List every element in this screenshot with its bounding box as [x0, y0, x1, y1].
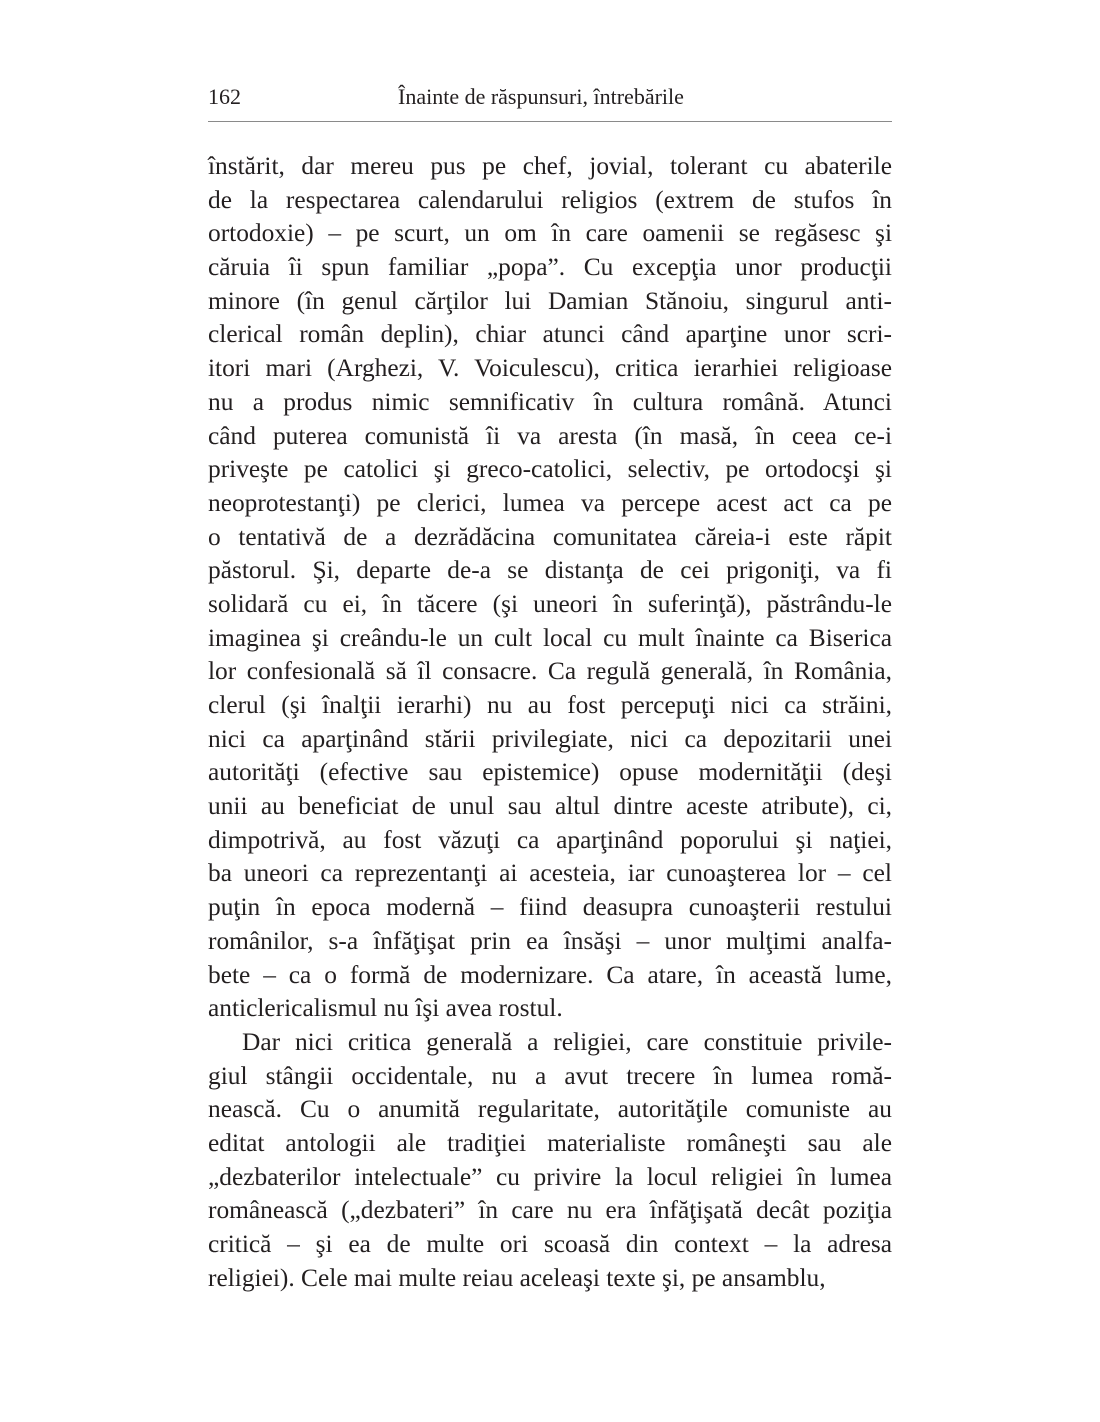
text-line: „dezbaterilor intelectuale” cu privire la locul religiei în lumea — [208, 1162, 892, 1191]
page-number: 162 — [208, 84, 241, 109]
paragraph — [208, 1026, 892, 1296]
text-line: bete – ca o formă de modernizare. Ca atare, în această lume, — [208, 960, 892, 989]
text-line: nească. Cu o anumită regularitate, autorităţile comuniste au — [208, 1095, 892, 1124]
text-line: clerul (şi înalţii ierarhi) nu au fost percepuţi nici ca străini, — [208, 691, 892, 719]
text-line: când puterea comunistă îi va aresta (în masă, în ceea ce-i — [208, 421, 892, 450]
text-line: românilor, s-a înfăţişat prin ea însăşi – unor mulţimi analfa- — [208, 926, 892, 955]
text-line: nici ca aparţinând stării privilegiate, nici ca depozitarii unei — [208, 724, 892, 753]
text-line: ba uneori ca reprezentanţi ai acesteia, iar cunoaşterea lor – cel — [208, 859, 892, 888]
text-line: priveşte pe catolici şi greco-catolici, selectiv, pe ortodocşi şi — [208, 455, 892, 484]
text-line: puţin în epoca modernă – fiind deasupra cunoaşterii restului — [208, 893, 892, 922]
header-rule — [208, 121, 892, 122]
text-line: autorităţi (efective sau epistemice) opuse modernităţii (deşi — [208, 758, 892, 787]
text-line: religiei). Cele mai multe reiau aceleaşi texte şi, pe ansamblu, — [208, 1263, 826, 1292]
text-line: minore (în genul cărţilor lui Damian Stănoiu, singurul anti- — [208, 286, 892, 315]
text-line: unii au beneficiat de unul sau altul dintre aceste atribute), ci, — [208, 792, 892, 821]
text-line: nu a produs nimic semnificativ în cultura română. Atunci — [208, 387, 892, 416]
text-line: înstărit, dar mereu pus pe chef, jovial, tolerant cu abaterile — [208, 152, 892, 180]
running-head — [208, 84, 892, 114]
body-text — [208, 150, 892, 1295]
text-line: căruia îi spun familiar „popa”. Cu excepţia unor producţii — [208, 253, 892, 282]
text-line: itori mari (Arghezi, V. Voiculescu), critica ierarhiei religioase — [208, 354, 892, 383]
text-line: neoprotestanţi) pe clerici, lumea va percepe acest act ca pe — [208, 488, 892, 517]
text-line: giul stângii occidentale, nu a avut trecere în lumea romă- — [208, 1061, 892, 1090]
text-line: o tentativă de a dezrădăcina comunitatea căreia-i este răpit — [208, 522, 892, 551]
text-line: păstorul. Şi, departe de-a se distanţa de cei prigoniţi, va fi — [208, 556, 892, 585]
text-line: lor confesională să îl consacre. Ca regulă generală, în România, — [208, 657, 892, 686]
text-line: imaginea şi creându-le un cult local cu mult înainte ca Biserica — [208, 623, 892, 652]
text-line: dimpotrivă, au fost văzuţi ca aparţinând poporului şi naţiei, — [208, 825, 892, 854]
text-line: românească („dezbateri” în care nu era înfăţişată decât poziţia — [208, 1196, 892, 1225]
text-line: critică – şi ea de multe ori scoasă din context – la adresa — [208, 1230, 892, 1258]
text-line: Dar nici critica generală a religiei, care constituie privile- — [242, 1027, 892, 1056]
text-line: solidară cu ei, în tăcere (şi uneori în suferinţă), păstrându-le — [208, 589, 892, 618]
text-line: editat antologii ale tradiţiei materialiste româneşti sau ale — [208, 1128, 892, 1157]
text-line: de la respectarea calendarului religios (extrem de stufos în — [208, 185, 892, 214]
text-line: ortodoxie) – pe scurt, un om în care oamenii se regăsesc şi — [208, 219, 892, 248]
paragraph — [208, 150, 892, 1026]
running-title: Înainte de răspunsuri, întrebările — [398, 84, 684, 109]
text-line: clerical român deplin), chiar atunci când aparţine unor scri- — [208, 320, 892, 349]
text-line: anticlericalismul nu îşi avea rostul. — [208, 994, 563, 1023]
